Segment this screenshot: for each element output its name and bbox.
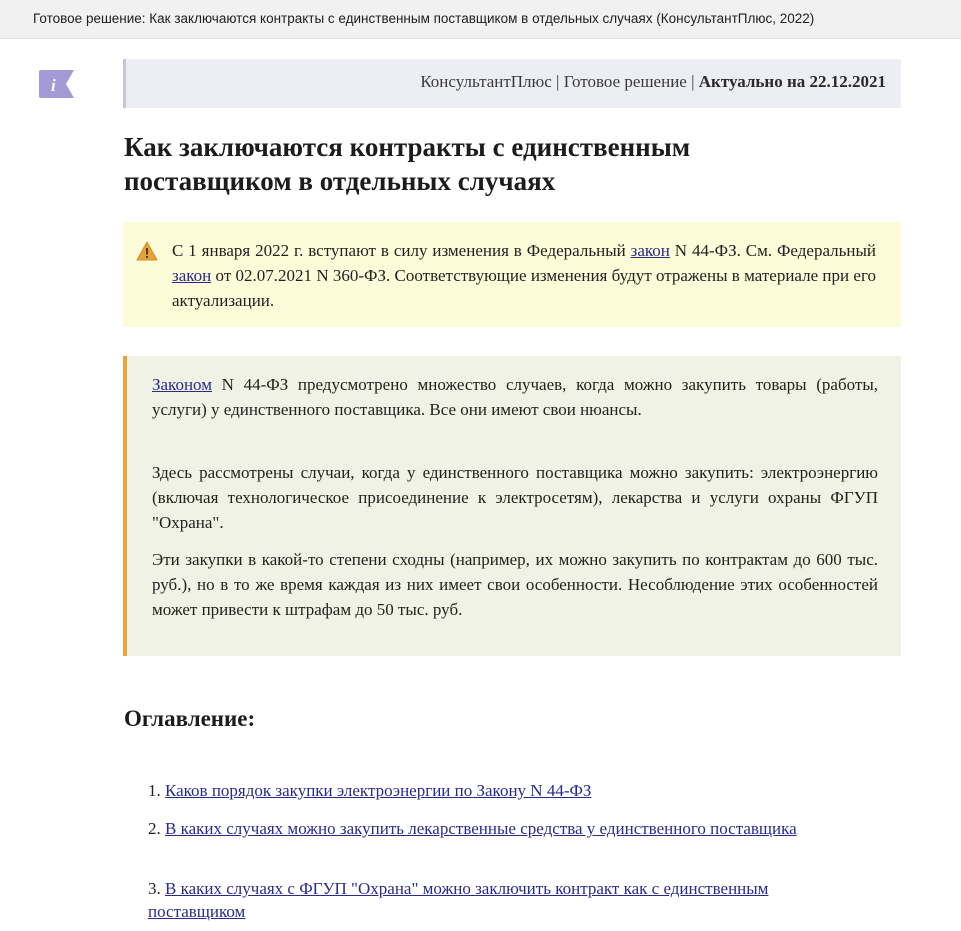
summary-paragraph-3: Эти закупки в какой-то степени сходны (например, их можно закупить по контрактам до 600 тыс. руб.), но в то же время каждая из них имеет свои особенности. Несоблюдение этих особенностей может привести к штрафам до 50 тыс. руб. (152, 550, 878, 619)
law-360fz-link[interactable]: закон (172, 266, 212, 285)
toc-heading: Оглавление: (124, 706, 256, 731)
page-title-line-2: поставщиком в отдельных случаях (124, 166, 556, 196)
header-separator: | (551, 72, 564, 91)
document-header (123, 59, 901, 108)
toc-item-number: 1. (148, 781, 165, 800)
summary-box (123, 356, 901, 656)
summary-paragraph-2: Здесь рассмотрены случаи, когда у единственного поставщика можно закупить: электроэнергию (включая технологическое присоединение к электросетям), лекарства и услуги охраны ФГУП "Охрана". (152, 463, 878, 532)
svg-text:i: i (51, 76, 56, 95)
header-actual-date: Актуально на 22.12.2021 (698, 72, 886, 91)
info-icon[interactable] (38, 70, 76, 98)
window-title: Готовое решение: Как заключаются контракты с единственным поставщиком в отдельных случаях (КонсультантПлюс, 2022) (33, 11, 815, 26)
toc-item (148, 877, 868, 923)
window-title-bar (0, 0, 961, 39)
header-doc-type: Готовое решение (563, 72, 687, 91)
page-title-line-1: Как заключаются контракты с единственным (124, 132, 691, 162)
toc-item (148, 817, 868, 840)
header-source: КонсультантПлюс (420, 72, 552, 91)
toc-item-number: 2. (148, 819, 165, 838)
warning-text-part: от 02.07.2021 N 360-ФЗ. Соответствующие изменения будут отражены в материале при его актуализации. (172, 266, 876, 310)
summary-text: N 44-ФЗ предусмотрено множество случаев, когда можно закупить товары (работы, услуги) у единственного поставщика. Все они имеют свои нюансы. (152, 375, 878, 419)
toc-item-number: 3. (148, 879, 165, 898)
warning-notice (123, 222, 901, 327)
toc-link-medicines[interactable]: В каких случаях можно закупить лекарственные средства у единственного поставщика (165, 819, 797, 838)
toc-link-okhrana[interactable]: В каких случаях с ФГУП "Охрана" можно заключить контракт как с единственным поставщиком (148, 879, 769, 921)
law-link[interactable]: Законом (152, 375, 212, 394)
toc-link-electricity[interactable]: Каков порядок закупки электроэнергии по Закону N 44-ФЗ (165, 781, 592, 800)
warning-text (172, 238, 876, 313)
warning-text-part: N 44-ФЗ. См. Федеральный (669, 241, 876, 260)
header-info-line (420, 72, 886, 92)
law-44fz-link[interactable]: закон (630, 241, 670, 260)
summary-paragraph-1 (152, 372, 878, 422)
header-separator: | (686, 72, 699, 91)
toc-item (148, 779, 868, 802)
warning-text-part: С 1 января 2022 г. вступают в силу изменения в Федеральный (172, 241, 631, 260)
page-title (124, 130, 824, 198)
warning-triangle-icon (136, 241, 158, 261)
